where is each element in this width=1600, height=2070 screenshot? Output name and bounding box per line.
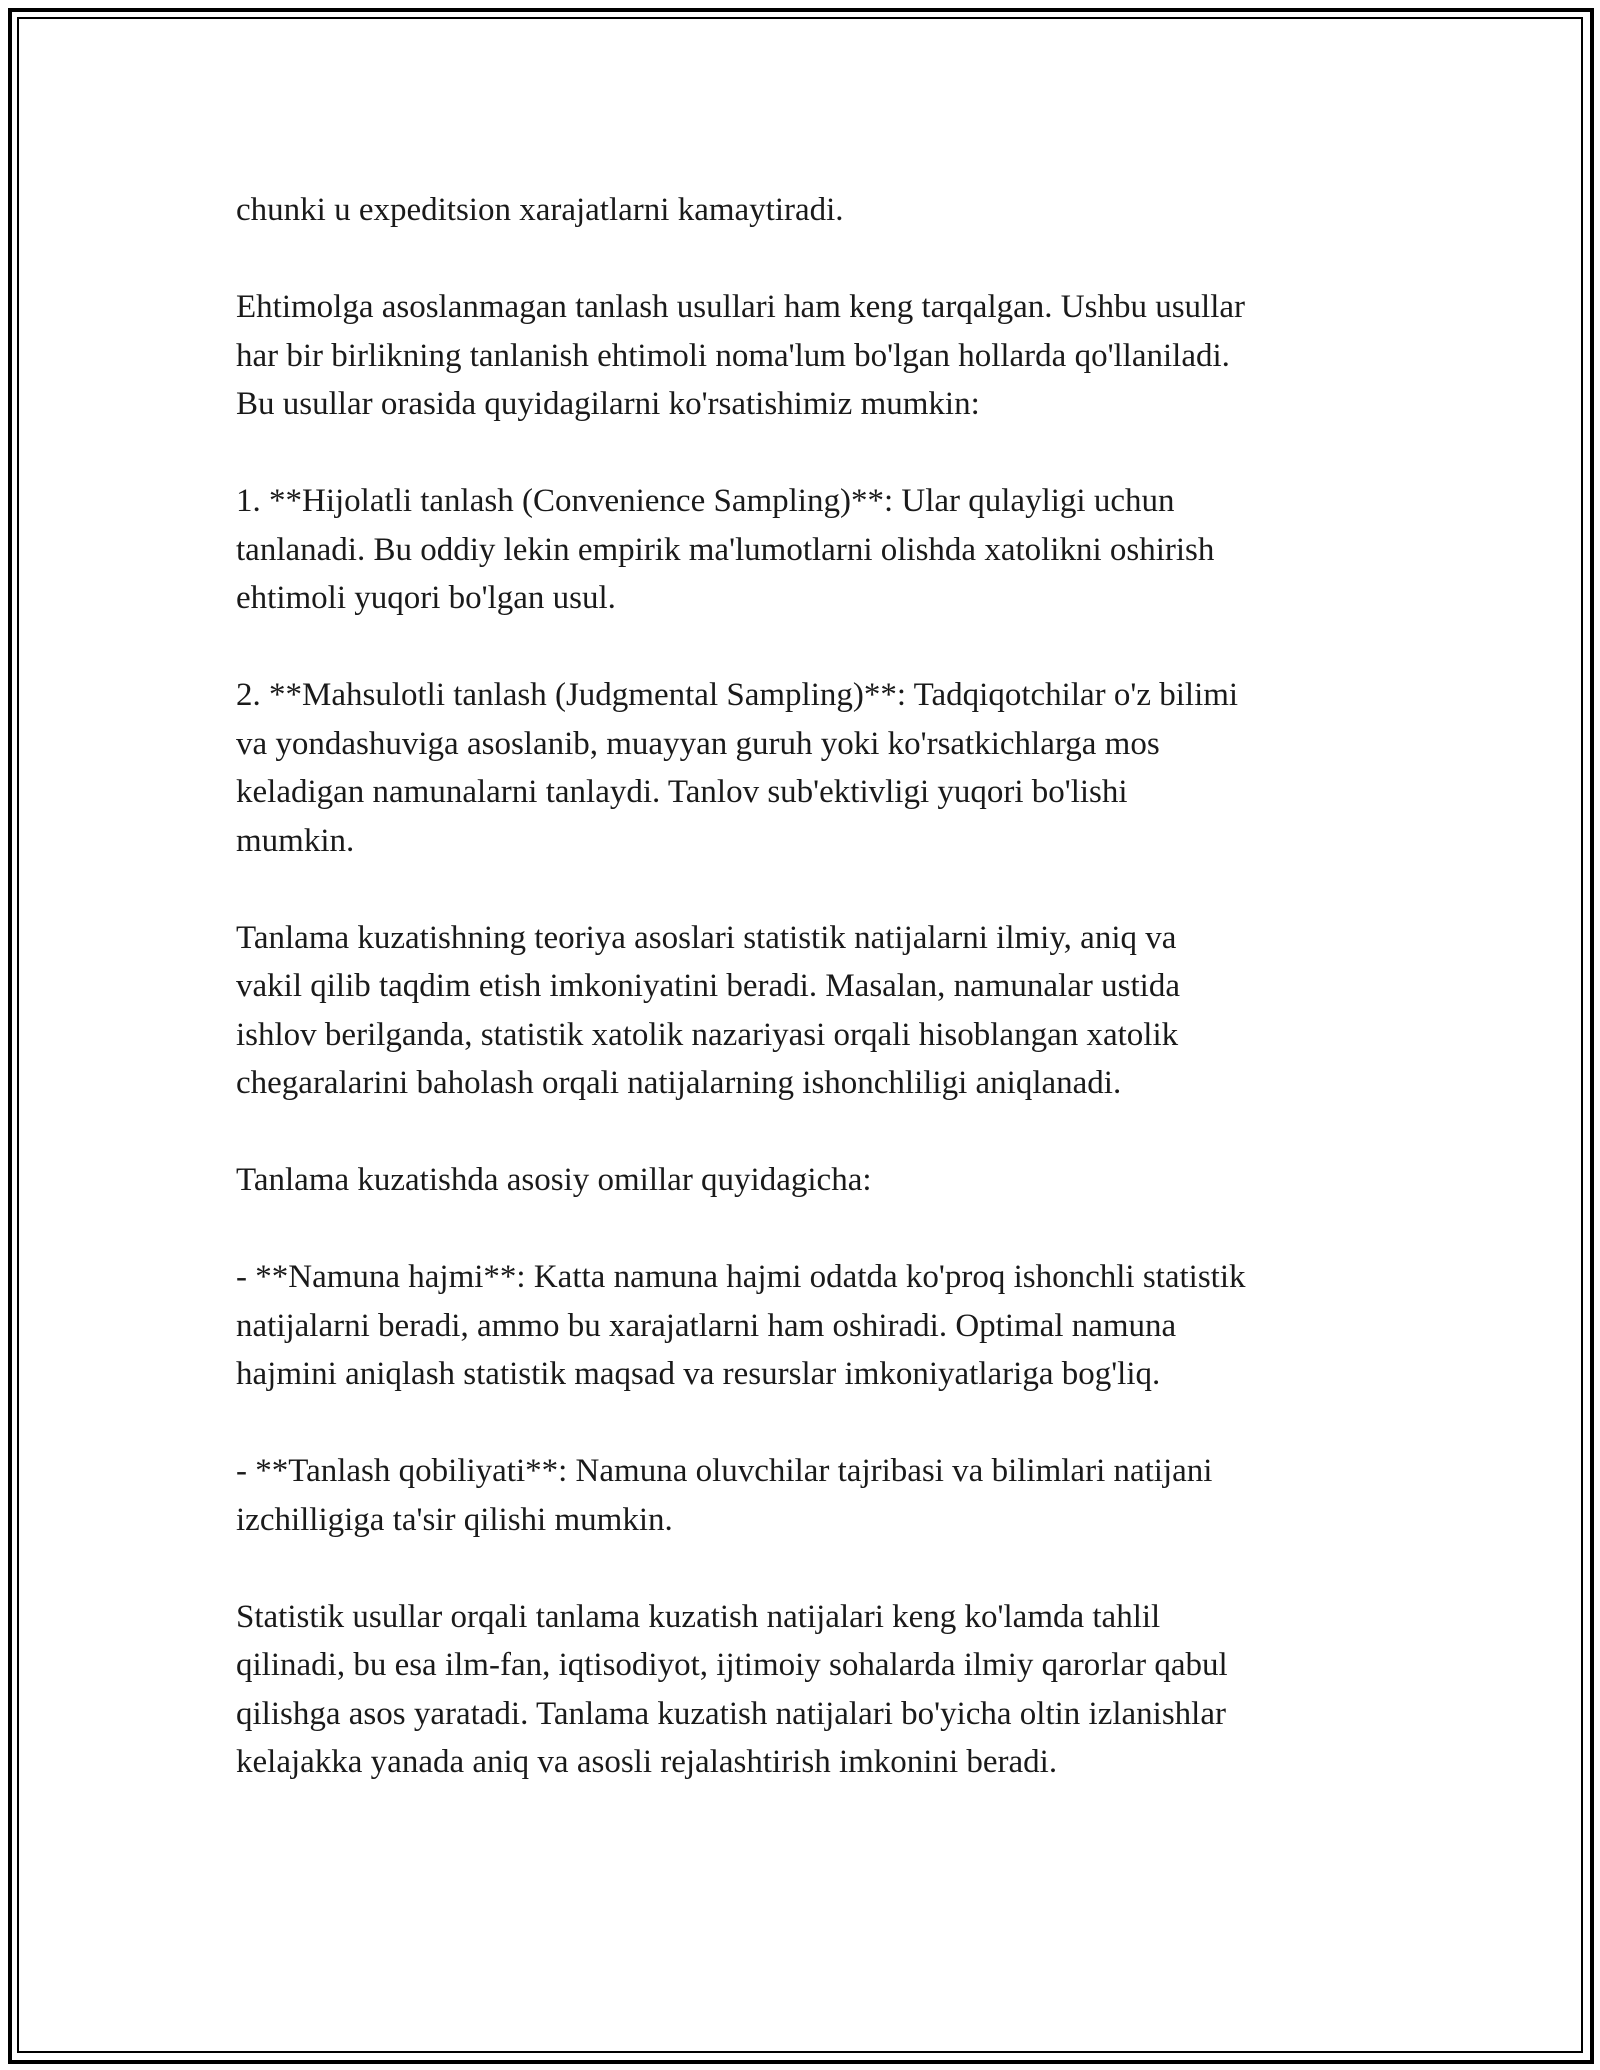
- document-body: [236, 186, 1366, 1787]
- paragraph-main-factors-heading: Tanlama kuzatishda asosiy omillar quyidagicha:: [236, 1162, 872, 1198]
- list-item-convenience-sampling: 1. **Hijolatli tanlash (Convenience Sampling)**: Ular qulayligi uchun tanlanadi. Bu oddiy lekin empirik ma'lumotlarni olishda xatolikni oshirish ehtimoli yuqori bo'lgan usul.: [236, 483, 1215, 616]
- list-item-judgmental-sampling: 2. **Mahsulotli tanlash (Judgmental Sampling)**: Tadqiqotchilar o'z bilimi va yondashuviga asoslanib, muayyan guruh yoki ko'rsatkichlarga mos keladigan namunalarni tanlaydi. Tanlov sub'ektivligi yuqori bo'lishi mumkin.: [236, 677, 1239, 859]
- paragraph-continuation: chunki u expeditsion xarajatlarni kamaytiradi.: [236, 192, 844, 228]
- bullet-sampling-ability: - **Tanlash qobiliyati**: Namuna oluvchilar tajribasi va bilimlari natijani izchilligiga ta'sir qilishi mumkin.: [236, 1453, 1213, 1538]
- bullet-sample-size: - **Namuna hajmi**: Katta namuna hajmi odatda ko'proq ishonchli statistik natijalarni beradi, ammo bu xarajatlarni ham oshiradi. Optimal namuna hajmini aniqlash statistik maqsad va resurslar imkoniyatlariga bog'liq.: [236, 1259, 1246, 1392]
- paragraph-non-probability-intro: Ehtimolga asoslanmagan tanlash usullari ham keng tarqalgan. Ushbu usullar har bir birlikning tanlanish ehtimoli noma'lum bo'lgan hollarda qo'llaniladi. Bu usullar orasida quyidagilarni ko'rsatishimiz mumkin:: [236, 289, 1246, 422]
- paragraph-conclusion: Statistik usullar orqali tanlama kuzatish natijalari keng ko'lamda tahlil qilinadi, bu esa ilm-fan, iqtisodiyot, ijtimoiy sohalarda ilmiy qarorlar qabul qilishga asos yaratadi. Tanlama kuzatish natijalari bo'yicha oltin izlanishlar kelajakka yanada aniq va asosli rejalashtirish imkonini beradi.: [236, 1598, 1228, 1780]
- paragraph-theory-basis: Tanlama kuzatishning teoriya asoslari statistik natijalarni ilmiy, aniq va vakil qilib taqdim etish imkoniyatini beradi. Masalan, namunalar ustida ishlov berilganda, statistik xatolik nazariyasi orqali hisoblangan xatolik chegaralarini baholash orqali natijalarning ishonchliligi aniqlanadi.: [236, 919, 1180, 1101]
